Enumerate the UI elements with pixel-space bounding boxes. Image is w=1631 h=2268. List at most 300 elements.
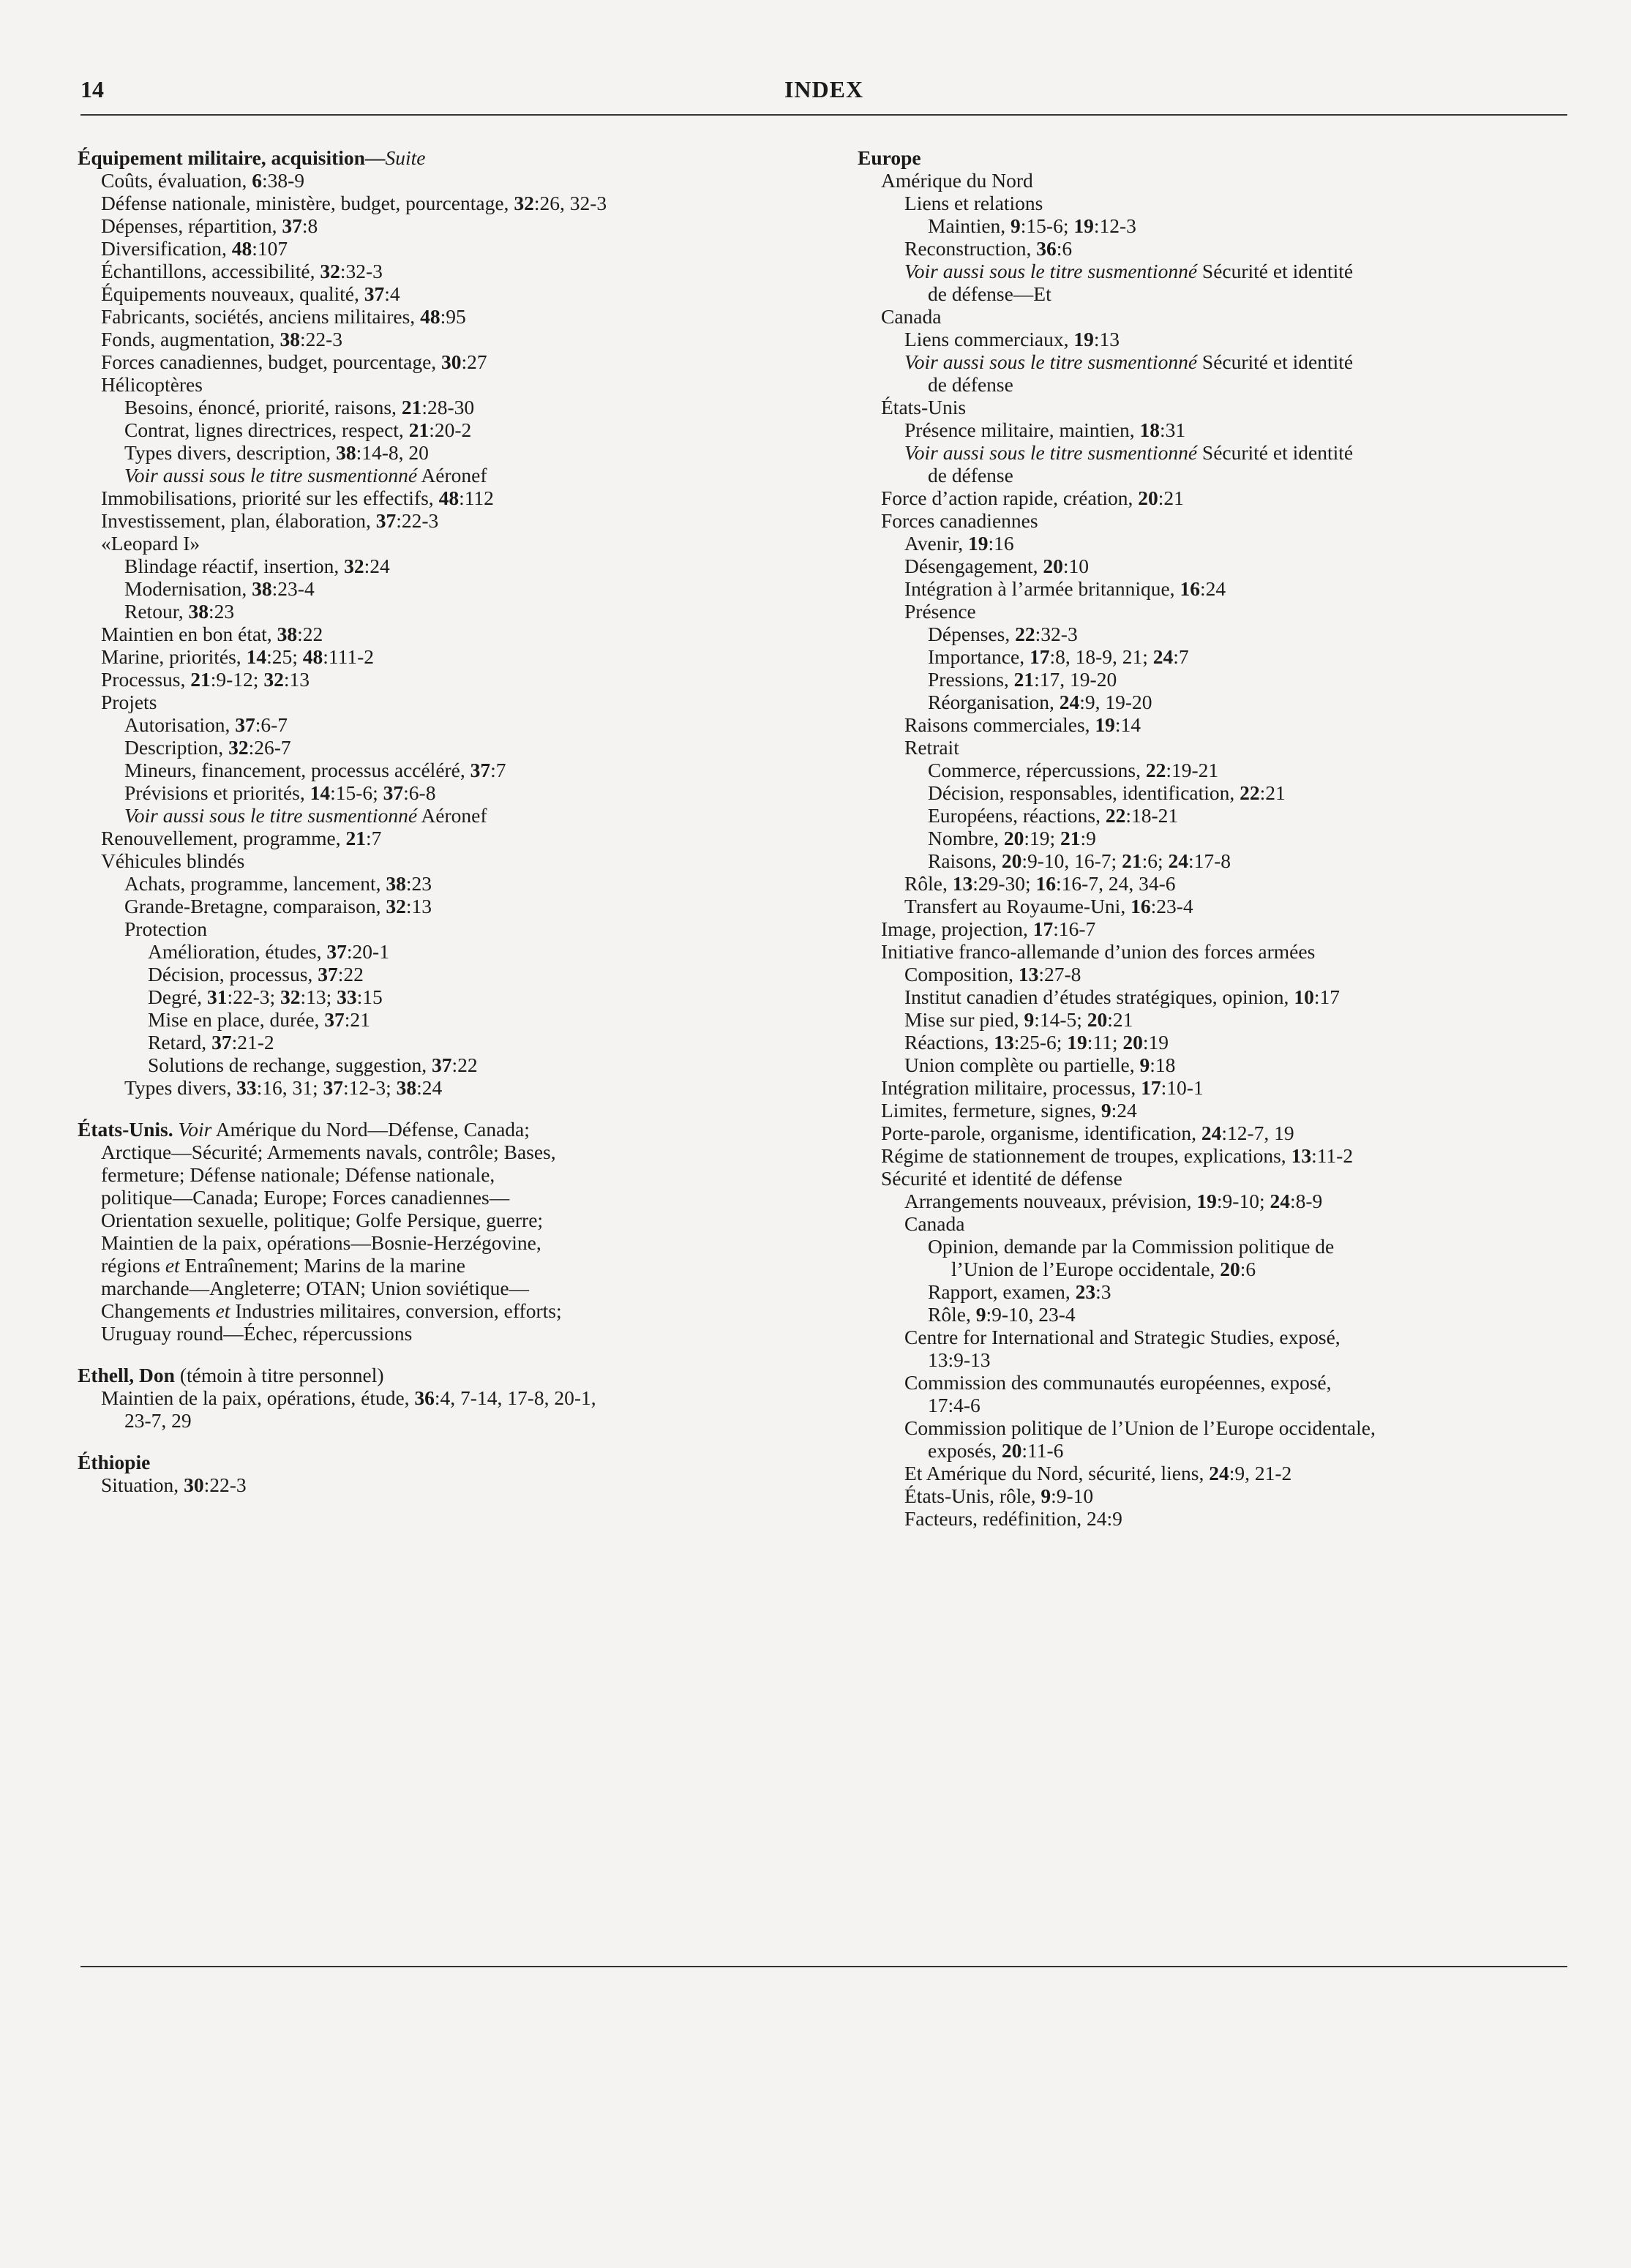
index-entry — [858, 1416, 1567, 1439]
index-entry — [858, 418, 1567, 441]
issue-number: 32 — [320, 260, 340, 282]
entry-text: Industries militaires, conversion, efforts; — [230, 1299, 562, 1322]
index-entry — [858, 577, 1567, 600]
entry-text: Institut canadien d’études stratégiques, opinion, — [904, 985, 1294, 1008]
entry-text: Régime de stationnement de troupes, explications, — [881, 1144, 1291, 1167]
issue-number: 20 — [1138, 487, 1158, 509]
italic-note: et — [165, 1254, 180, 1277]
entry-text: Facteurs, redéfinition, 24:9 — [904, 1507, 1122, 1530]
page-reference: :14-5; — [1034, 1008, 1087, 1031]
entry-text: Image, projection, — [881, 917, 1033, 940]
index-entry — [858, 441, 1567, 464]
entry-text: Contrat, lignes directrices, respect, — [124, 418, 409, 441]
entry-text: Canada — [881, 305, 942, 328]
entry-text: (témoin à titre personnel) — [174, 1364, 384, 1386]
entry-text: Investissement, plan, élaboration, — [101, 509, 376, 532]
entry-text: Pressions, — [928, 668, 1014, 691]
page-reference: :10-1 — [1161, 1076, 1204, 1099]
entry-text: de défense—Et — [928, 282, 1051, 305]
index-entry — [858, 509, 1567, 532]
page-reference: :12-3; — [343, 1076, 397, 1099]
page-reference: :32-3 — [1035, 623, 1078, 645]
page-reference: :26, 32-3 — [533, 192, 607, 214]
index-entry — [858, 1326, 1567, 1348]
index-entry — [858, 691, 1567, 713]
index-entry — [858, 985, 1567, 1008]
issue-number: 37 — [326, 940, 347, 963]
issue-number: 36 — [414, 1386, 435, 1409]
page-reference: :24 — [1199, 577, 1226, 600]
index-entry — [78, 1031, 831, 1054]
index-entry — [858, 487, 1567, 509]
entry-text: Retour, — [124, 600, 189, 623]
index-entry — [78, 895, 831, 917]
footer-rule — [80, 1966, 1567, 1967]
index-entry — [78, 1386, 831, 1409]
page-reference: :24 — [416, 1076, 443, 1099]
entry-text: Raisons commerciales, — [904, 713, 1095, 736]
entry-text: Degré, — [148, 985, 207, 1008]
index-entry — [858, 1190, 1567, 1212]
index-entry — [78, 509, 831, 532]
entry-text: Intégration militaire, processus, — [881, 1076, 1141, 1099]
issue-number: 24 — [1201, 1122, 1222, 1144]
entry-text: Renouvellement, programme, — [101, 827, 346, 849]
entry-text: fermeture; Défense nationale; Défense nationale, — [101, 1163, 495, 1186]
page-reference: :6-8 — [403, 781, 436, 804]
issue-number: 21 — [1013, 668, 1035, 691]
issue-number: 17 — [1029, 645, 1050, 668]
entry-text: Forces canadiennes — [881, 509, 1038, 532]
index-entry — [858, 237, 1567, 260]
index-entry — [858, 736, 1567, 759]
entry-text: Forces canadiennes, budget, pourcentage, — [101, 350, 442, 373]
entry-text: Décision, responsables, identification, — [928, 781, 1240, 804]
page-reference: :4, 7-14, 17-8, 20-1, — [434, 1386, 596, 1409]
entry-text: régions — [101, 1254, 165, 1277]
entry-text: Centre for International and Strategic Studies, exposé, — [904, 1326, 1341, 1348]
page-reference: :11-6 — [1021, 1439, 1064, 1462]
entry-text: Composition, — [904, 963, 1019, 985]
issue-number: 32 — [228, 736, 249, 759]
page-reference: :21-2 — [231, 1031, 274, 1054]
issue-number: 20 — [1220, 1258, 1240, 1280]
issue-number: 38 — [396, 1076, 417, 1099]
entry-text: Maintien, — [928, 214, 1011, 237]
entry-text: Commission des communautés européennes, exposé, — [904, 1371, 1332, 1394]
index-entry — [78, 963, 831, 985]
page-reference: :13 — [405, 895, 432, 917]
page-reference: :17-8 — [1188, 849, 1231, 872]
entry-text: Aéronef — [417, 804, 487, 827]
issue-number: 37 — [375, 509, 397, 532]
issue-number: 37 — [323, 1076, 344, 1099]
italic-note: Suite — [385, 146, 426, 169]
entry-text: Maintien de la paix, opérations, étude, — [101, 1386, 415, 1409]
issue-number: 38 — [277, 623, 298, 645]
page-reference: :7 — [490, 759, 506, 781]
index-entry — [78, 487, 831, 509]
index-entry — [78, 169, 831, 192]
page-reference: :17, 19-20 — [1034, 668, 1117, 691]
index-entry — [78, 1473, 831, 1496]
entry-text: Uruguay round—Échec, répercussions — [101, 1322, 413, 1345]
page-reference: :23-4 — [271, 577, 315, 600]
index-entry — [858, 1099, 1567, 1122]
entry-text: 23-7, 29 — [124, 1409, 192, 1432]
entry-text: Échantillons, accessibilité, — [101, 260, 320, 282]
index-entry — [858, 827, 1567, 849]
index-entry — [78, 623, 831, 645]
index-entry — [78, 373, 831, 396]
index-entry — [78, 1054, 831, 1076]
index-entry — [858, 1212, 1567, 1235]
entry-text: 17:4-6 — [928, 1394, 981, 1416]
page-reference: :13 — [1093, 328, 1120, 350]
index-entry — [78, 441, 831, 464]
issue-number: 24 — [1168, 849, 1188, 872]
index-entry — [78, 1277, 831, 1299]
index-entry — [858, 464, 1567, 487]
issue-number: 19 — [1095, 713, 1115, 736]
index-entry — [78, 192, 831, 214]
page-reference: :7 — [1173, 645, 1189, 668]
entry-spacer — [78, 1099, 831, 1118]
entry-text: Solutions de rechange, suggestion, — [148, 1054, 432, 1076]
entry-text: Transfert au Royaume-Uni, — [904, 895, 1131, 917]
issue-number: 21 — [1060, 827, 1081, 849]
entry-text: Maintien en bon état, — [101, 623, 277, 645]
cross-reference-note: Voir aussi sous le titre susmentionné — [124, 804, 418, 827]
entry-text: Fonds, augmentation, — [101, 328, 280, 350]
entry-text: Projets — [101, 691, 157, 713]
page-reference: :15-6; — [1020, 214, 1074, 237]
page-reference: :22-3 — [396, 509, 439, 532]
entry-text: Blindage réactif, insertion, — [124, 555, 345, 577]
entry-text: Rôle, — [904, 872, 953, 895]
page-reference: :22 — [451, 1054, 478, 1076]
entry-text: Fabricants, sociétés, anciens militaires, — [101, 305, 421, 328]
issue-number: 16 — [1035, 872, 1057, 895]
index-entry — [858, 555, 1567, 577]
page-number: 14 — [80, 76, 104, 102]
entry-text: Rôle, — [928, 1303, 976, 1326]
page-reference: :15-6; — [330, 781, 383, 804]
page-reference: :14-8, 20 — [356, 441, 429, 464]
issue-number: 37 — [235, 713, 255, 736]
issue-number: 10 — [1294, 985, 1314, 1008]
entry-text: Situation, — [101, 1473, 184, 1496]
index-entry — [78, 577, 831, 600]
entry-text: Amérique du Nord—Défense, Canada; — [211, 1118, 530, 1141]
issue-number: 22 — [1105, 804, 1126, 827]
index-entry — [858, 192, 1567, 214]
page-reference: :6; — [1141, 849, 1169, 872]
page-reference: :8-9 — [1290, 1190, 1323, 1212]
entry-text: Importance, — [928, 645, 1030, 668]
entry-text: Sécurité et identité — [1197, 441, 1354, 464]
entry-text: Limites, fermeture, signes, — [881, 1099, 1101, 1122]
index-entry — [858, 917, 1567, 940]
heading-term: Ethell, Don — [78, 1364, 175, 1386]
index-entry — [78, 282, 831, 305]
entry-text: «Leopard I» — [101, 532, 200, 555]
issue-number: 24 — [1270, 1190, 1290, 1212]
issue-number: 24 — [1209, 1462, 1229, 1484]
issue-number: 13 — [994, 1031, 1014, 1054]
index-entry — [858, 532, 1567, 555]
entry-text: Raisons, — [928, 849, 1002, 872]
page-reference: :24 — [1111, 1099, 1137, 1122]
issue-number: 21 — [401, 396, 422, 418]
entry-text: États-Unis, rôle, — [904, 1484, 1041, 1507]
issue-number: 20 — [1043, 555, 1063, 577]
issue-number: 13 — [952, 872, 973, 895]
issue-number: 32 — [280, 985, 301, 1008]
index-entry — [858, 396, 1567, 418]
entry-text: Marine, priorités, — [101, 645, 247, 668]
entry-text: Arrangements nouveaux, prévision, — [904, 1190, 1197, 1212]
entry-text: Mise en place, durée, — [148, 1008, 325, 1031]
index-column-left — [78, 146, 831, 1496]
index-entry — [858, 305, 1567, 328]
entry-text: Changements — [101, 1299, 216, 1322]
index-entry — [858, 872, 1567, 895]
index-entry — [858, 1235, 1567, 1258]
issue-number: 19 — [967, 532, 989, 555]
entry-text: Modernisation, — [124, 577, 252, 600]
entry-text: Amélioration, études, — [148, 940, 327, 963]
issue-number: 9 — [975, 1303, 986, 1326]
page-reference: :19 — [1142, 1031, 1169, 1054]
index-entry — [858, 1507, 1567, 1530]
entry-text: Liens et relations — [904, 192, 1043, 214]
index-entry — [78, 214, 831, 237]
entry-text: Types divers, — [124, 1076, 237, 1099]
entry-text: Aéronef — [417, 464, 487, 487]
page-reference: :22-3 — [299, 328, 342, 350]
issue-number: 38 — [252, 577, 272, 600]
page-header — [80, 70, 1567, 107]
entry-text: Réactions, — [904, 1031, 994, 1054]
page-reference: :112 — [459, 487, 494, 509]
heading-term: Éthiopie — [78, 1451, 151, 1473]
entry-text: Orientation sexuelle, politique; Golfe Persique, guerre; — [101, 1209, 544, 1231]
issue-number: 9 — [1024, 1008, 1035, 1031]
index-entry — [858, 1031, 1567, 1054]
index-entry — [858, 940, 1567, 963]
index-entry — [858, 963, 1567, 985]
index-heading — [858, 146, 1567, 169]
entry-text: Opinion, demande par la Commission politique de — [928, 1235, 1335, 1258]
page-reference: :11-2 — [1311, 1144, 1354, 1167]
issue-number: 31 — [206, 985, 228, 1008]
issue-number: 38 — [336, 441, 356, 464]
issue-number: 16 — [1180, 577, 1200, 600]
entry-text: Sécurité et identité — [1197, 260, 1354, 282]
entry-spacer — [78, 1345, 831, 1364]
issue-number: 48 — [438, 487, 460, 509]
index-entry — [858, 1303, 1567, 1326]
issue-number: 20 — [1087, 1008, 1108, 1031]
entry-text: Mise sur pied, — [904, 1008, 1024, 1031]
index-entry — [858, 1076, 1567, 1099]
page-reference: :26-7 — [248, 736, 291, 759]
entry-text: Nombre, — [928, 827, 1004, 849]
entry-text: Hélicoptères — [101, 373, 203, 396]
issue-number: 22 — [1145, 759, 1166, 781]
entry-text: Retard, — [148, 1031, 212, 1054]
issue-number: 9 — [1139, 1054, 1150, 1076]
page-reference: :38-9 — [261, 169, 305, 192]
issue-number: 32 — [514, 192, 534, 214]
issue-number: 48 — [302, 645, 323, 668]
index-entry — [78, 1322, 831, 1345]
header-rule — [80, 114, 1567, 116]
page-reference: :22 — [297, 623, 323, 645]
cross-reference-note: Voir aussi sous le titre susmentionné — [904, 260, 1198, 282]
page-reference: :9 — [1080, 827, 1096, 849]
index-entry — [78, 804, 831, 827]
index-entry — [78, 1409, 831, 1432]
index-entry — [78, 645, 831, 668]
entry-text: Commerce, répercussions, — [928, 759, 1146, 781]
page-reference: :16-7, 24, 34-6 — [1056, 872, 1176, 895]
entry-text: de défense — [928, 373, 1013, 396]
page-reference: :9-12; — [210, 668, 264, 691]
page-reference: :17 — [1313, 985, 1340, 1008]
issue-number: 48 — [420, 305, 440, 328]
heading-term: États-Unis. — [78, 1118, 173, 1141]
index-entry — [78, 1008, 831, 1031]
heading-term: Équipement militaire, acquisition— — [78, 146, 386, 169]
page-reference: :6 — [1240, 1258, 1256, 1280]
entry-text: Réorganisation, — [928, 691, 1060, 713]
page-reference: :10 — [1062, 555, 1090, 577]
cross-reference-note: Voir aussi sous le titre susmentionné — [124, 464, 418, 487]
page-reference: :27-8 — [1038, 963, 1081, 985]
index-entry — [78, 1231, 831, 1254]
index-entry — [858, 1348, 1567, 1371]
issue-number: 13 — [1018, 963, 1039, 985]
index-entry — [858, 713, 1567, 736]
page-reference: :23 — [405, 872, 432, 895]
page-reference: :12-7, 19 — [1221, 1122, 1294, 1144]
index-entry — [858, 668, 1567, 691]
entry-text: Union complète ou partielle, — [904, 1054, 1140, 1076]
page-reference: :16 — [988, 532, 1014, 555]
issue-number: 32 — [344, 555, 364, 577]
issue-number: 16 — [1131, 895, 1151, 917]
index-entry — [858, 1258, 1567, 1280]
issue-number: 20 — [1001, 849, 1022, 872]
page-reference: :13 — [283, 668, 310, 691]
issue-number: 38 — [386, 872, 406, 895]
entry-text: Européens, réactions, — [928, 804, 1106, 827]
index-entry — [858, 1122, 1567, 1144]
index-entry — [78, 781, 831, 804]
issue-number: 37 — [364, 282, 385, 305]
issue-number: 30 — [441, 350, 462, 373]
cross-reference-note: Voir aussi sous le titre susmentionné — [904, 350, 1198, 373]
page-title: INDEX — [784, 76, 864, 102]
page-reference: :31 — [1160, 418, 1186, 441]
issue-number: 32 — [263, 668, 284, 691]
page-reference: :9-10 — [1051, 1484, 1094, 1507]
entry-text: Grande-Bretagne, comparaison, — [124, 895, 386, 917]
issue-number: 22 — [1240, 781, 1260, 804]
issue-number: 21 — [408, 418, 430, 441]
index-entry — [858, 804, 1567, 827]
page-reference: :16-7 — [1053, 917, 1096, 940]
page-reference: :9-10, 23-4 — [986, 1303, 1076, 1326]
index-entry — [858, 169, 1567, 192]
index-entry — [78, 1163, 831, 1186]
index-entry — [78, 691, 831, 713]
page-reference: :3 — [1095, 1280, 1111, 1303]
entry-text: Dépenses, répartition, — [101, 214, 282, 237]
entry-text: Maintien de la paix, opérations—Bosnie-Herzégovine, — [101, 1231, 541, 1254]
page-reference: :22-3; — [227, 985, 281, 1008]
issue-number: 37 — [282, 214, 302, 237]
issue-number: 21 — [345, 827, 366, 849]
index-entry — [78, 827, 831, 849]
entry-text: Autorisation, — [124, 713, 236, 736]
index-entry — [858, 1484, 1567, 1507]
index-entry — [858, 759, 1567, 781]
entry-text: marchande—Angleterre; OTAN; Union soviétique— — [101, 1277, 530, 1299]
index-entry — [78, 237, 831, 260]
page-reference: :11; — [1087, 1031, 1123, 1054]
page-reference: :22 — [337, 963, 364, 985]
index-entry — [78, 1141, 831, 1163]
page-reference: :8, 18-9, 21; — [1049, 645, 1153, 668]
issue-number: 18 — [1139, 418, 1160, 441]
entry-text: Diversification, — [101, 237, 232, 260]
page-reference: :4 — [384, 282, 400, 305]
index-heading — [78, 146, 831, 169]
entry-text: Achats, programme, lancement, — [124, 872, 386, 895]
index-entry — [78, 418, 831, 441]
index-entry — [78, 985, 831, 1008]
entry-text: Reconstruction, — [904, 237, 1037, 260]
index-entry — [858, 282, 1567, 305]
index-entry — [858, 1394, 1567, 1416]
page-reference: :25-6; — [1013, 1031, 1068, 1054]
index-entry — [78, 328, 831, 350]
entry-text: Véhicules blindés — [101, 849, 245, 872]
page-reference: :107 — [252, 237, 288, 260]
entry-text: Sécurité et identité — [1197, 350, 1354, 373]
page-reference: :9-10; — [1216, 1190, 1270, 1212]
entry-text: l’Union de l’Europe occidentale, — [951, 1258, 1221, 1280]
entry-text: Avenir, — [904, 532, 968, 555]
page-reference: :14 — [1114, 713, 1141, 736]
issue-number: 37 — [470, 759, 491, 781]
issue-number: 37 — [318, 963, 338, 985]
index-entry — [858, 600, 1567, 623]
index-entry — [858, 1054, 1567, 1076]
entry-text: Coûts, évaluation, — [101, 169, 252, 192]
issue-number: 19 — [1073, 214, 1094, 237]
entry-text: Sécurité et identité de défense — [881, 1167, 1122, 1190]
issue-number: 22 — [1015, 623, 1035, 645]
issue-number: 19 — [1196, 1190, 1217, 1212]
entry-text: Liens commerciaux, — [904, 328, 1074, 350]
page-reference: :23-4 — [1150, 895, 1193, 917]
entry-text: Mineurs, financement, processus accéléré, — [124, 759, 470, 781]
index-column-right — [858, 146, 1567, 1530]
